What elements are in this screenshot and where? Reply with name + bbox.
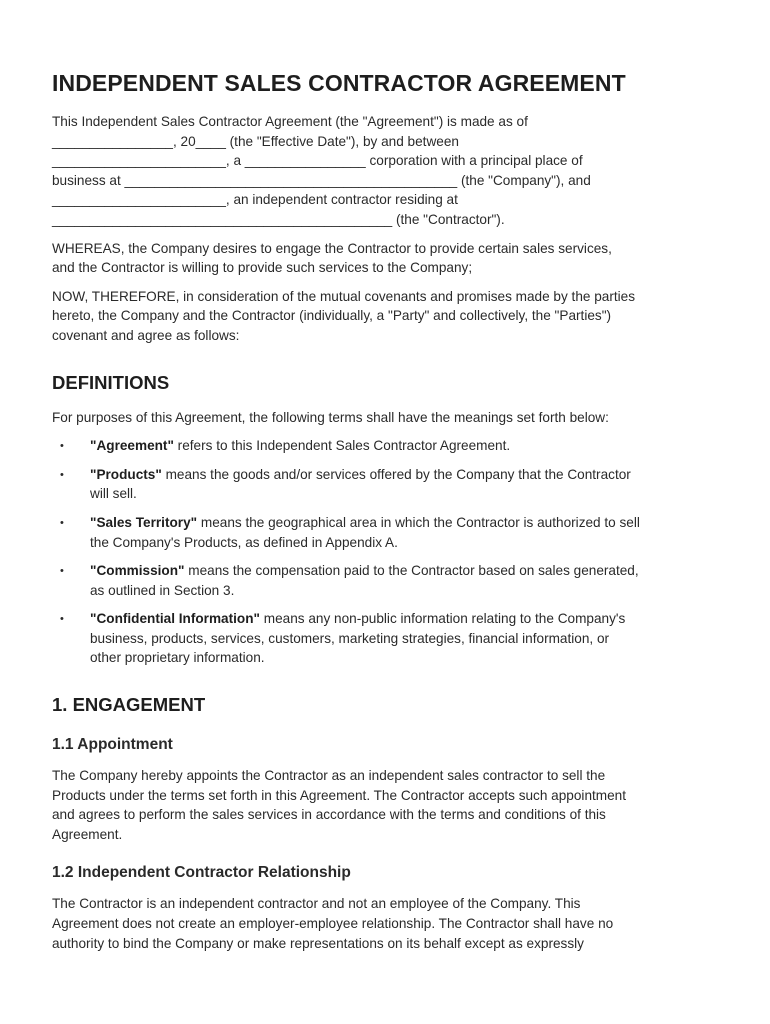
appointment-heading: 1.1 Appointment [52, 736, 173, 754]
independent-contractor-heading: 1.2 Independent Contractor Relationship [52, 864, 351, 882]
independent-contractor-paragraph: The Contractor is an independent contractor and not an employee of the Company. This Agreement does not create an employer-employee relationship. The Contractor shall have no authority to bind the Company or make representations on its behalf except as expressly [52, 896, 614, 951]
definition-item: • "Commission" means the compensation paid to the Contractor based on sales generated, as outlined in Section 3. [60, 563, 639, 598]
definition-item: • "Sales Territory" means the geographical area in which the Contractor is authorized to sell the Company's Products, as defined in Appendix A. [60, 514, 640, 550]
engagement-heading: 1. ENGAGEMENT [52, 694, 206, 716]
bullet-icon: • [60, 468, 64, 481]
now-therefore-paragraph: NOW, THEREFORE, in consideration of the mutual covenants and promises made by the parties hereto, the Company and the Contractor (individually, a "Party" and collectively, the "Parties") covenant and agree as follows: [52, 288, 636, 343]
bullet-icon: • [60, 565, 64, 578]
definitions-heading: DEFINITIONS [52, 371, 170, 393]
intro-paragraph: This Independent Sales Contractor Agreement (the "Agreement") is made as of ________________, 20____ (the "Effective Date"), by and between _______________________, a ________________ corporation with a principal place of business at ____________________________________________ (the "Company"), and _______________________, an independent contractor residing at _____________________________________________ (the "Contractor"). [52, 114, 591, 227]
definition-item: • "Agreement" refers to this Independent Sales Contractor Agreement. [52, 436, 718, 456]
definitions-list [52, 436, 718, 668]
document-title: INDEPENDENT SALES CONTRACTOR AGREEMENT [52, 70, 626, 96]
definition-term: "Agreement" [90, 438, 174, 454]
definition-term: "Products" [90, 466, 162, 482]
whereas-paragraph: WHEREAS, the Company desires to engage the Contractor to provide certain sales services, and the Contractor is willing to provide such services to the Company; [52, 240, 612, 276]
definition-term: "Commission" [90, 563, 185, 579]
definition-item: • "Products" means the goods and/or services offered by the Company that the Contractor will sell. [60, 466, 631, 502]
bullet-icon: • [60, 516, 64, 529]
bullet-icon: • [60, 613, 64, 626]
definition-term: "Confidential Information" [90, 611, 260, 627]
definition-term: "Sales Territory" [90, 514, 198, 530]
appointment-paragraph: The Company hereby appoints the Contractor as an independent sales contractor to sell the Products under the terms set forth in this Agreement. The Contractor accepts such appointment and agrees to perform the sales services in accordance with the terms and conditions of this Agreement. [52, 768, 627, 842]
definition-item: • "Confidential Information" means any non-public information relating to the Company's business, products, services, customers, marketing strategies, financial information, or other proprietary information. [60, 611, 626, 666]
definitions-intro: For purposes of this Agreement, the following terms shall have the meanings set forth below: [52, 409, 609, 425]
bullet-icon: • [60, 440, 64, 453]
